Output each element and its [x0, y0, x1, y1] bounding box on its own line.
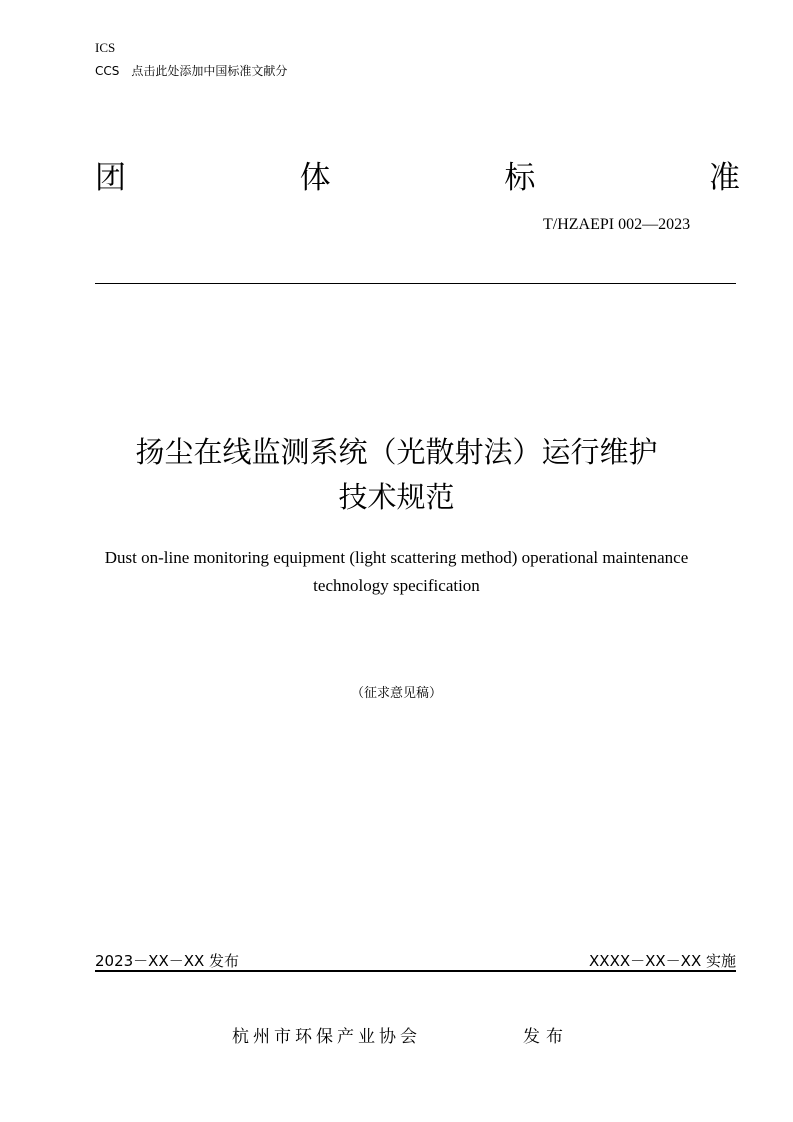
draft-status: （征求意见稿）	[350, 686, 442, 701]
standard-code: T/HZAEPI 002—2023	[543, 216, 691, 233]
chinese-title-line: 扬尘在线监测系统（光散射法）运行维护	[135, 435, 658, 469]
title-char: 团	[95, 160, 126, 196]
title-char: 标	[504, 160, 536, 196]
issue-label: 发布	[523, 1027, 569, 1047]
implement-date: XXXX－XX－XX 实施	[589, 952, 736, 970]
standard-type-title	[95, 152, 740, 197]
ccs-line	[95, 62, 299, 79]
ccs-value: 点击此处添加中国标准文献分	[131, 64, 288, 78]
divider	[95, 970, 736, 972]
divider	[95, 283, 736, 284]
ics-label: ICS	[95, 40, 116, 55]
english-title-line: technology specification	[313, 576, 480, 595]
english-title	[0, 544, 793, 600]
title-char: 体	[299, 160, 331, 196]
ccs-label: CCS	[95, 64, 120, 78]
chinese-title-line: 技术规范	[338, 480, 455, 514]
issuing-organization: 杭州市环保产业协会	[232, 1027, 421, 1047]
publish-date: 2023－XX－XX 发布	[95, 952, 240, 970]
title-char: 准	[708, 160, 740, 196]
chinese-title	[0, 430, 793, 520]
english-title-line: Dust on-line monitoring equipment (light scattering method) operational maintenance	[104, 548, 689, 567]
